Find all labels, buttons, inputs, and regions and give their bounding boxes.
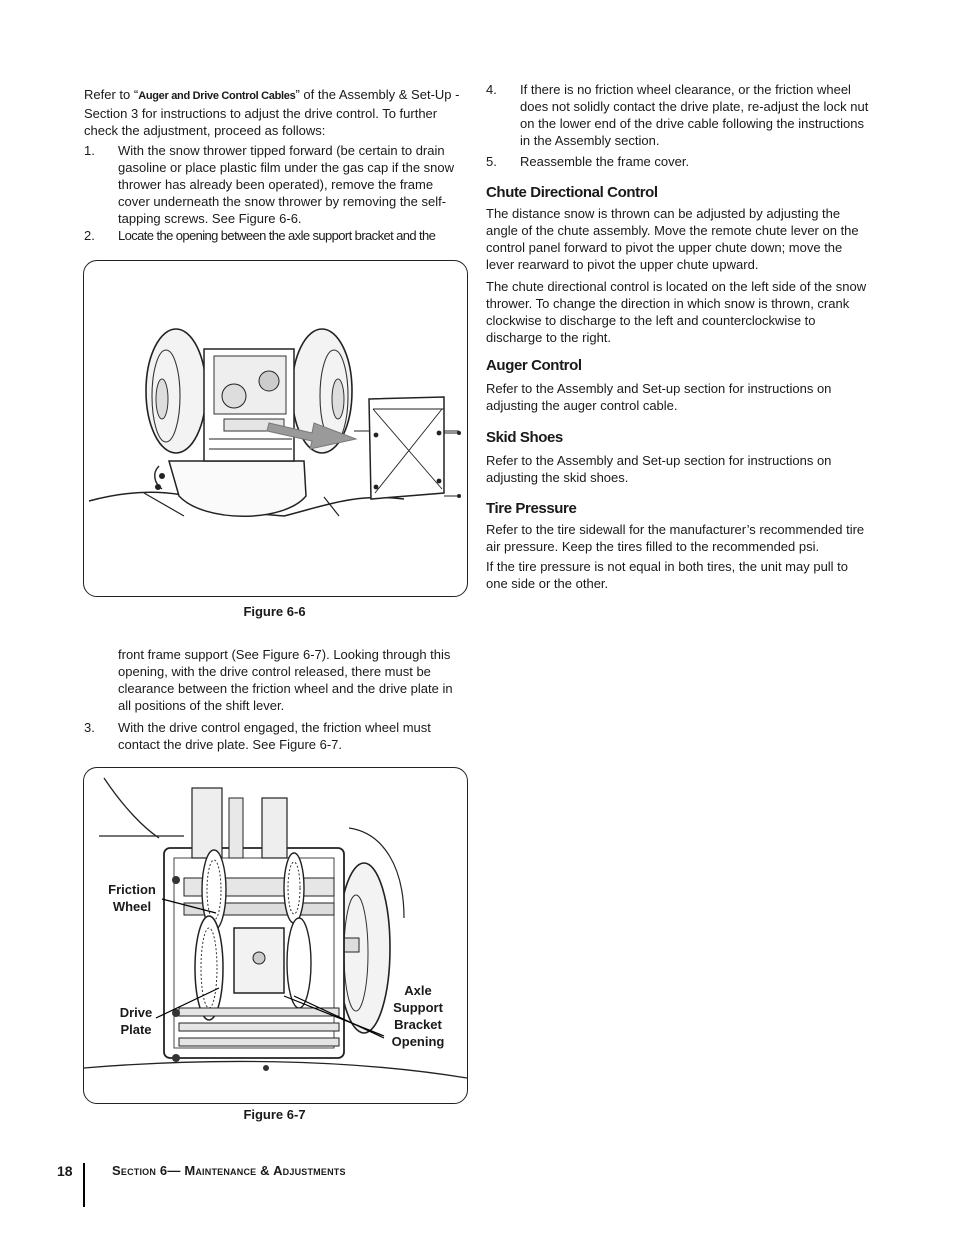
section-paragraph: Refer to the tire sidewall for the manufacturer’s recommended tire air pressure. Keep the tires filled to the recommended psi. (486, 522, 865, 554)
step-text: If there is no friction wheel clearance, or the friction wheel does not solidly contact the drive plate, re-adjust the lock nut on the lower end of the drive cable following the instructions in the Assembly section. (520, 82, 869, 148)
step-number: 4. (486, 82, 497, 97)
figure-6-6-caption: Figure 6-6 (243, 604, 306, 619)
step-number: 2. (84, 228, 95, 243)
section-heading: Chute Directional Control (486, 184, 658, 201)
step-number: 1. (84, 143, 95, 158)
step-text: Locate the opening between the axle support bracket and the (118, 228, 436, 243)
step-2-continuation: front frame support (See Figure 6-7). Looking through this opening, with the drive control released, there must be clearance between the friction wheel and the drive plate in all positions of the shift lever. (118, 647, 453, 713)
label-drive-plate: Drive Plate (119, 1005, 153, 1037)
intro-pre: Refer to “ (84, 87, 139, 102)
intro-post: ” of the Assembly & Set-Up - Section 3 for instructions to adjust the drive control. To further check the adjustment, proceed as follows: (84, 87, 460, 138)
step-1 (84, 142, 468, 227)
step-5 (486, 153, 872, 170)
auger-control-section (486, 357, 872, 414)
section-paragraph: Refer to the Assembly and Set-up section for instructions on adjusting the auger control cable. (486, 381, 832, 413)
page-number: 18 (57, 1163, 73, 1179)
step-number: 5. (486, 154, 497, 169)
snow-thrower-underside-illustration (84, 261, 467, 596)
footer-divider (83, 1163, 85, 1207)
figure-6-7-frame (83, 767, 468, 1104)
label-axle-support-bracket-opening: Axle Support Bracket Opening (391, 983, 445, 1049)
footer-section-title: Section 6— Maintenance & Adjustments (112, 1163, 346, 1178)
step-number: 3. (84, 720, 95, 735)
steps-left-list-2 (84, 719, 468, 753)
tire-pressure-section (486, 500, 872, 592)
skid-shoes-section (486, 429, 872, 486)
section-heading: Skid Shoes (486, 429, 563, 446)
step-text: With the drive control engaged, the friction wheel must contact the drive plate. See Figure 6-7. (118, 720, 431, 752)
section-heading: Tire Pressure (486, 500, 577, 517)
step-2 (84, 227, 468, 244)
section-paragraph: If the tire pressure is not equal in both tires, the unit may pull to one side or the other. (486, 559, 849, 591)
intro-paragraph (84, 86, 468, 139)
figure-6-6-frame (83, 260, 468, 597)
chute-directional-control-section (486, 184, 872, 346)
steps-right-list (486, 81, 872, 170)
steps-left-list (84, 142, 468, 244)
step-text: Reassemble the frame cover. (520, 154, 690, 169)
step-text: With the snow thrower tipped forward (be certain to drain gasoline or place plastic film under the gas cap if the snow thrower has already been operated), remove the frame cover underneath the snow thrower by removing the self-tapping screws. See Figure 6-6. (118, 143, 455, 226)
section-heading: Auger Control (486, 357, 582, 374)
section-paragraph: The distance snow is thrown can be adjusted by adjusting the angle of the chute assembly. Move the remote chute lever on the control panel forward to pivot the upper chute down; move the lever rearward to pivot the upper chute upward. (486, 206, 859, 272)
label-friction-wheel: Friction Wheel (108, 882, 156, 914)
section-paragraph: Refer to the Assembly and Set-up section for instructions on adjusting the skid shoes. (486, 453, 832, 485)
step-4 (486, 81, 872, 149)
figure-6-7-caption: Figure 6-7 (243, 1107, 306, 1122)
intro-reference: Auger and Drive Control Cables (138, 90, 296, 102)
drive-assembly-illustration (84, 768, 467, 1103)
step-3 (84, 719, 468, 753)
section-paragraph: The chute directional control is located on the left side of the snow thrower. To change the direction in which snow is thrown, crank clockwise to discharge to the left and counterclockwise to discharge to the right. (486, 279, 867, 345)
